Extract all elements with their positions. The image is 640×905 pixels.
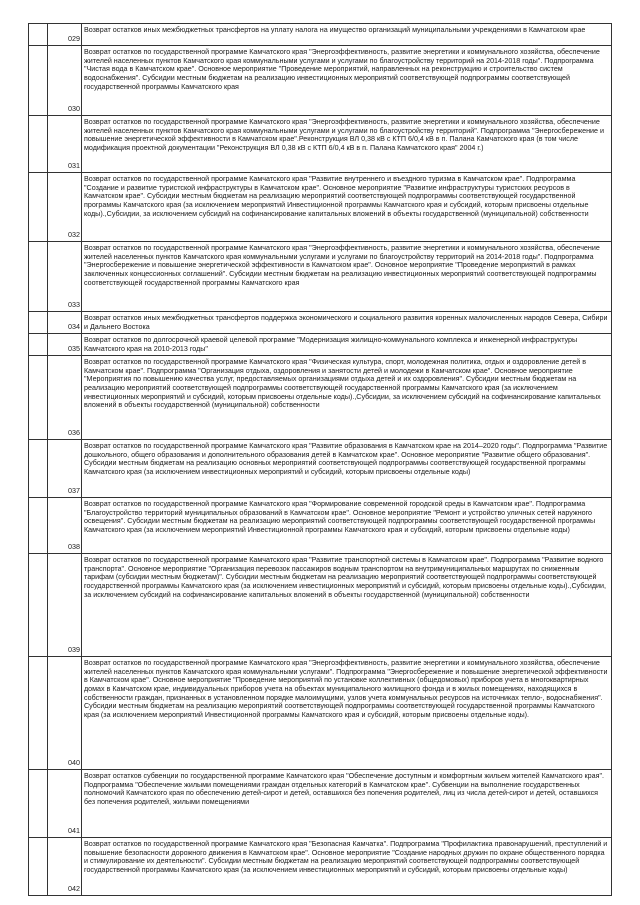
table-row (29, 356, 612, 440)
empty-cell (29, 657, 48, 770)
row-description: Возврат остатков по государственной программе Камчатского края "Развитие образования в Камчатском крае на 2014–2020 годы". Подпрограмма "Развитие дошкольного, общего образования и дополнительного образования детей в Камчатском крае". Основное мероприятие "Развитие общего образования". Субсидии местным бюджетам на реализацию основных мероприятий соответствующей подпрограммы соответствующей государственной программы Камчатского края (за исключением инвестиционных мероприятий и субсидий, которым присвоены отдельные коды) (82, 440, 612, 498)
row-code: 032 (48, 173, 82, 242)
row-code: 029 (48, 24, 82, 46)
row-description: Возврат остатков иных межбюджетных трансфертов поддержка экономического и социального развития коренных малочисленных народов Севера, Сибири и Дальнего Востока (82, 312, 612, 334)
row-description: Возврат остатков по государственной программе Камчатского края "Формирование современной городской среды в Камчатском крае". Подпрограмма "Благоустройство территорий муниципальных образований в Камчатском крае". Основное мероприятие "Ремонт и устройство уличных сетей наружного освещения". Субсидии местным бюджетам на реализацию мероприятий соответствующей подпрограммы соответствующей государственной программы Камчатского края (за исключением мероприятий Инвестиционной программы Камчатского края и субсидий, которым присвоены отдельные коды) (82, 498, 612, 554)
row-description: Возврат остатков по государственной программе Камчатского края "Развитие внутреннего и въездного туризма в Камчатском крае". Подпрограмма "Создание и развитие туристской инфраструктуры в Камчатском крае". Основное мероприятие "Развитие инфраструктуры туристских ресурсов в Камчатском крае". Субсидии местным бюджетам на реализацию мероприятий соответствующей подпрограммы соответствующей государственной программы Камчатского края (за исключением мероприятий Инвестиционной программы Камчатского края и субсидий, которым присвоены отдельные коды).,Субсидии, за исключением субсидий на софинансирование капитальных вложений в объекты государственной (муниципальной) собственности (82, 173, 612, 242)
empty-cell (29, 356, 48, 440)
budget-codes-table (28, 23, 612, 896)
row-description: Возврат остатков по государственной программе Камчатского края "Развитие транспортной системы в Камчатском крае". Подпрограмма "Развитие водного транспорта". Основное мероприятие "Организация перевозок пассажиров водным транспортом на внутримуниципальных маршрутах по сниженным тарифам (субсидии местным бюджетам)". Субсидии местным бюджетам на реализацию мероприятий соответствующей подпрограммы соответствующей государственной программы Камчатского края (за исключением инвестиционных мероприятий и субсидий, которым присвоены отдельные коды).,Субсидии, за исключением субсидий на софинансирование капитальных вложений в объекты государственной (муниципальной) собственности (82, 554, 612, 657)
row-description: Возврат остатков субвенции по государственной программе Камчатского края "Обеспечение доступным и комфортным жильем жителей Камчатского края". Подпрограмма "Обеспечение жилыми помещениями граждан отдельных категорий в Камчатском крае". Субвенции на выполнение государственных полномочий Камчатского края по обеспечению детей-сирот и детей, оставшихся без попечения родителей, лиц из числа детей-сирот и детей, оставшихся без попечения родителей, жилыми помещениями (82, 770, 612, 838)
empty-cell (29, 24, 48, 46)
row-code: 030 (48, 46, 82, 116)
row-code: 041 (48, 770, 82, 838)
row-description: Возврат остатков по долгосрочной краевой целевой программе "Модернизация жилищно-коммунального комплекса и инженерной инфраструктуры Камчатского края на 2010-2013 годы" (82, 334, 612, 356)
row-description: Возврат остатков иных межбюджетных трансфертов на уплату налога на имущество организаций муниципальными учреждениями в Камчатском крае (82, 24, 612, 46)
empty-cell (29, 440, 48, 498)
row-code: 031 (48, 116, 82, 173)
row-code: 037 (48, 440, 82, 498)
empty-cell (29, 554, 48, 657)
empty-cell (29, 173, 48, 242)
row-description: Возврат остатков по государственной программе Камчатского края "Энергоэффективность, развитие энергетики и коммунального хозяйства, обеспечение жителей населенных пунктов Камчатского края коммунальными услугами и услугами по благоустройству территорий на 2014-2018 годы". Подпрограмма "Чистая вода в Камчатском крае". Основное мероприятие "Проведение мероприятий, направленных на реконструкцию и строительство систем водоснабжения". Субсидии местным бюджетам на реализацию инвестиционных мероприятий соответствующей подпрограммы соответствующей государственной программы Камчатского края (82, 46, 612, 116)
row-description: Возврат остатков по государственной программе Камчатского края "Энергоэффективность, развитие энергетики и коммунального хозяйства, обеспечение жителей населенных пунктов Камчатского края коммунальными услугами". Подпрограмма "Энергосбережение и повышение энергетической эффективности в Камчатском крае". Основное мероприятие "Проведение мероприятий по установке коллективных (общедомовых) приборов учета в многоквартирных домах в Камчатском крае, индивидуальных приборов учета на объектах муниципального жилищного фонда и в жилых помещениях, находящихся в собственности граждан, признанных в установленном порядке малоимущими, узлов учета коммунальных ресурсов на источниках тепло-, водоснабжения". Субсидии местным бюджетам на реализацию мероприятий соответствующей подпрограммы соответствующей государственной программы Камчатского края (за исключением мероприятий Инвестиционной программы Камчатского края и субсидий, которым присвоены отдельные коды). (82, 657, 612, 770)
empty-cell (29, 46, 48, 116)
row-code: 039 (48, 554, 82, 657)
row-code: 034 (48, 312, 82, 334)
empty-cell (29, 242, 48, 312)
table-row (29, 554, 612, 657)
table-row (29, 440, 612, 498)
empty-cell (29, 312, 48, 334)
table-row (29, 312, 612, 334)
table-row (29, 46, 612, 116)
table-row (29, 173, 612, 242)
empty-cell (29, 334, 48, 356)
table-row (29, 498, 612, 554)
table-row (29, 242, 612, 312)
row-description: Возврат остатков по государственной программе Камчатского края "Физическая культура, спорт, молодежная политика, отдых и оздоровление детей в Камчатском крае". Подпрограмма "Организация отдыха, оздоровления и занятости детей и молодежи в Камчатском крае". Основное мероприятие "Мероприятия по повышению качества услуг, предоставляемых организациями отдыха детей и их оздоровления". Субсидии местным бюджетам на реализацию мероприятий соответствующей подпрограммы соответствующей государственной программы Камчатского края (за исключением инвестиционных мероприятий и субсидий, которым присвоены отдельные коды).,Субсидии, за исключением субсидий на софинансирование капитальных вложений в объекты государственной (муниципальной) собственности (82, 356, 612, 440)
table-row (29, 657, 612, 770)
document-page (28, 23, 612, 896)
row-code: 035 (48, 334, 82, 356)
row-code: 038 (48, 498, 82, 554)
row-code: 033 (48, 242, 82, 312)
empty-cell (29, 770, 48, 838)
row-description: Возврат остатков по государственной программе Камчатского края "Безопасная Камчатка". Подпрограмма "Профилактика правонарушений, преступлений и повышение безопасности дорожного движения в Камчатском крае". Основное мероприятие "Создание народных дружин по охране общественного порядка и стимулирование их деятельности". Субсидии местным бюджетам на реализацию мероприятий соответствующей подпрограммы соответствующей государственной программы Камчатского края (за исключением инвестиционных мероприятий и субсидий, которым присвоены отдельные коды) (82, 838, 612, 896)
table-row (29, 24, 612, 46)
table-row (29, 770, 612, 838)
table-row (29, 334, 612, 356)
table-row (29, 116, 612, 173)
row-description: Возврат остатков по государственной программе Камчатского края "Энергоэффективность, развитие энергетики и коммунального хозяйства, обеспечение жителей населенных пунктов Камчатского края коммунальными услугами и услугами по благоустройству территорий на 2014-2018 годы". Подпрограмма "Энергосбережение и повышение энергетической эффективности в Камчатском крае". Основное мероприятие "Проведение мероприятий в рамках заключенных концессионных соглашений". Субсидии местным бюджетам на реализацию инвестиционных мероприятий соответствующей подпрограммы соответствующей государственной программы Камчатского края (82, 242, 612, 312)
empty-cell (29, 116, 48, 173)
empty-cell (29, 838, 48, 896)
row-code: 036 (48, 356, 82, 440)
row-description: Возврат остатков по государственной программе Камчатского края "Энергоэффективность, развитие энергетики и коммунального хозяйства, обеспечение жителей населенных пунктов Камчатского края коммунальными услугами и услугами по благоустройству территорий". Подпрограмма "Энергосбережение и повышение энергетической эффективности в Камчатском крае".Реконструкция ВЛ 0,38 кВ с КТП 6/0,4 кВ в п. Палана Камчатского края (в том числе модификация проектной документации "Реконструкция ВЛ 0,38 кВ с КТП 6/0,4 кВ в п. Палана Камчатского края" 2004 г.) (82, 116, 612, 173)
empty-cell (29, 498, 48, 554)
row-code: 042 (48, 838, 82, 896)
row-code: 040 (48, 657, 82, 770)
table-row (29, 838, 612, 896)
